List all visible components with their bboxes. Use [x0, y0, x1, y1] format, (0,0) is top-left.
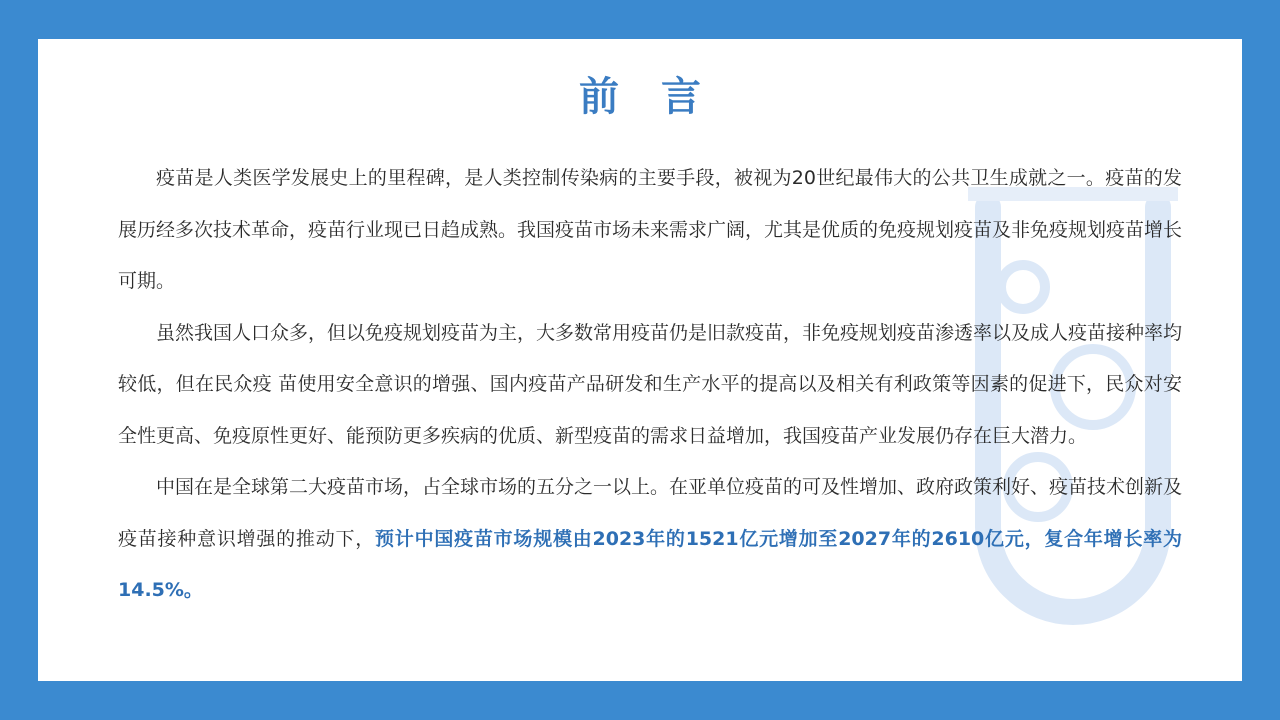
- paragraph-3-text: 中国在是全球第二大疫苗市场，占全球市场的五分之一以上。在亚单位疫苗的可及性增加、政府政策利好、疫苗技术创新及疫苗接种意识增强的推动下，: [118, 476, 1183, 550]
- page-title: 前 言: [579, 74, 715, 120]
- highlight-text: 预计中国疫苗市场规模由2023年的1521亿元增加至2027年的2610亿元，复合年增长率为14.5%。: [118, 527, 1182, 601]
- paragraph-2: 虽然我国人口众多，但以免疫规划疫苗为主，大多数常用疫苗仍是旧款疫苗，非免疫规划疫苗渗透率以及成人疫苗接种率均较低，但在民众疫 苗使用安全意识的增强、国内疫苗产品研发和生产水平的提高以及相关有利政策等因素的促进下，民众对安全性更高、免疫原性更好、能预防更多疾病的优质、新型疫苗的需求日益增加，我国疫苗产业发展仍存在巨大潜力。: [118, 321, 1183, 447]
- paragraph-3: [118, 462, 1182, 617]
- slide-card: [38, 39, 1242, 681]
- paragraph-1: 疫苗是人类医学发展史上的里程碑，是人类控制传染病的主要手段，被视为20世纪最伟大的公共卫生成就之一。疫苗的发展历经多次技术革命，疫苗行业现已日趋成熟。我国疫苗市场未来需求广阔，尤其是优质的免疫规划疫苗及非免疫规划疫苗增长可期。: [118, 167, 1183, 292]
- body-text: [118, 153, 1182, 617]
